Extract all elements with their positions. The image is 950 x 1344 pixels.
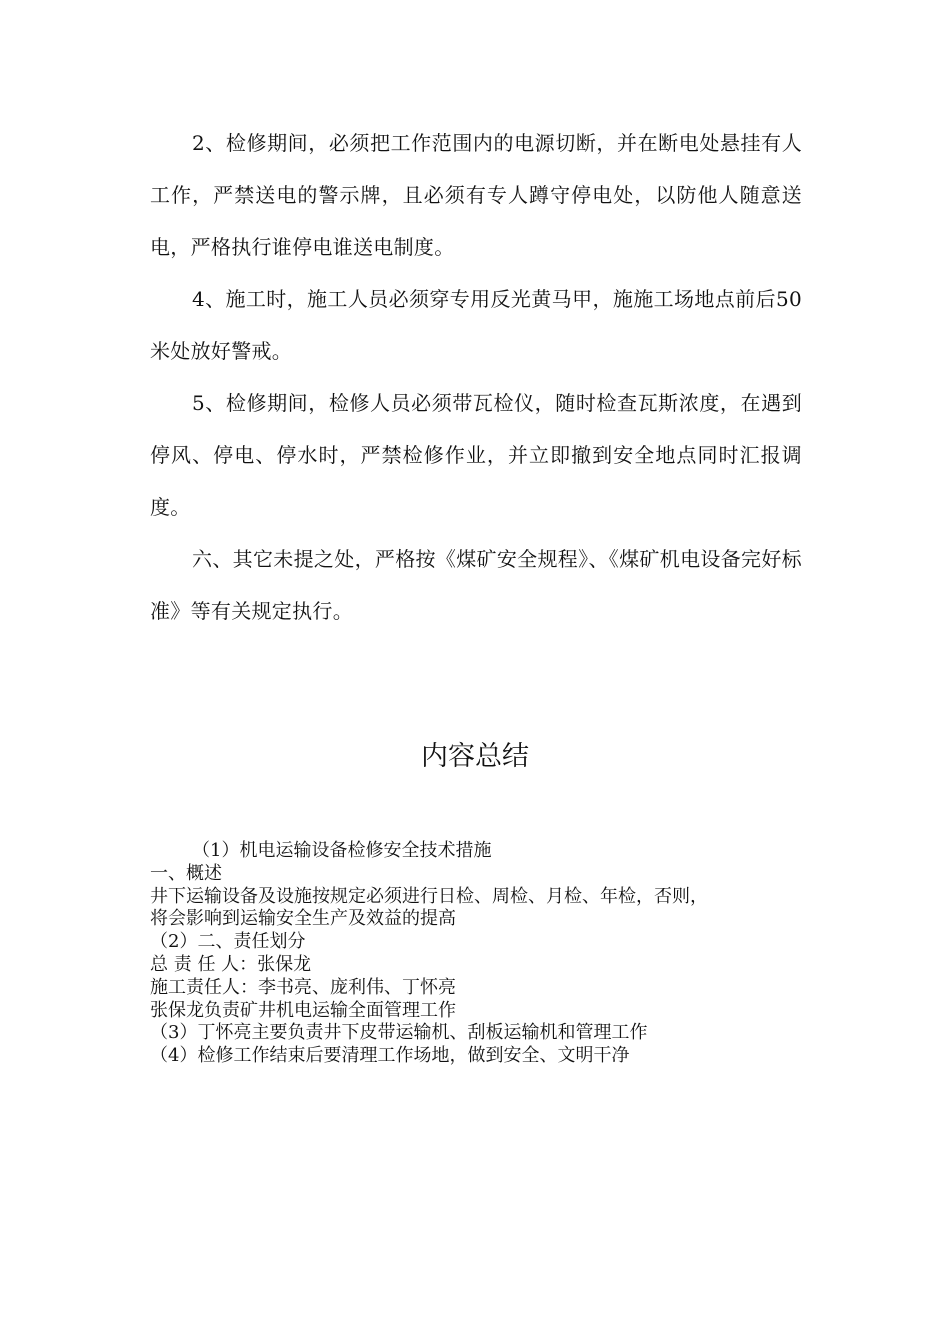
summary-title: 内容总结 xyxy=(421,741,529,772)
summary-line: 将会影响到运输安全生产及效益的提高 xyxy=(150,908,456,930)
summary-line: 一、概述 xyxy=(150,862,222,884)
summary-line: 施工责任人：李书亮、庞利伟、丁怀亮 xyxy=(150,976,456,998)
paragraph-item-5: 5、检修期间，检修人员必须带瓦检仪，随时检查瓦斯浓度，在遇到停风、停电、停水时，严禁检修作业，并立即撤到安全地点同时汇报调度。 xyxy=(150,391,802,519)
summary-line: 总 责 任 人：张保龙 xyxy=(150,953,312,975)
summary-line: （2）二、责任划分 xyxy=(150,931,306,953)
summary-line: （1）机电运输设备检修安全技术措施 xyxy=(192,840,492,861)
summary-line: 井下运输设备及设施按规定必须进行日检、周检、月检、年检，否则， xyxy=(150,885,708,907)
body-text xyxy=(150,117,802,637)
paragraph-item-4: 4、施工时，施工人员必须穿专用反光黄马甲，施施工场地点前后50米处放好警戒。 xyxy=(150,287,802,363)
paragraph-item-6: 六、其它未提之处，严格按《煤矿安全规程》、《煤矿机电设备完好标准》等有关规定执行。 xyxy=(150,547,802,623)
summary-line: （4）检修工作结束后要清理工作场地，做到安全、文明干净 xyxy=(150,1045,630,1067)
summary-line: 张保龙负责矿井机电运输全面管理工作 xyxy=(150,999,456,1021)
summary-line: （3）丁怀亮主要负责井下皮带运输机、刮板运输机和管理工作 xyxy=(150,1022,648,1044)
summary-list xyxy=(150,840,810,1068)
paragraph-item-2: 2、检修期间，必须把工作范围内的电源切断，并在断电处悬挂有人工作，严禁送电的警示牌，且必须有专人蹲守停电处，以防他人随意送电，严格执行谁停电谁送电制度。 xyxy=(150,131,802,259)
